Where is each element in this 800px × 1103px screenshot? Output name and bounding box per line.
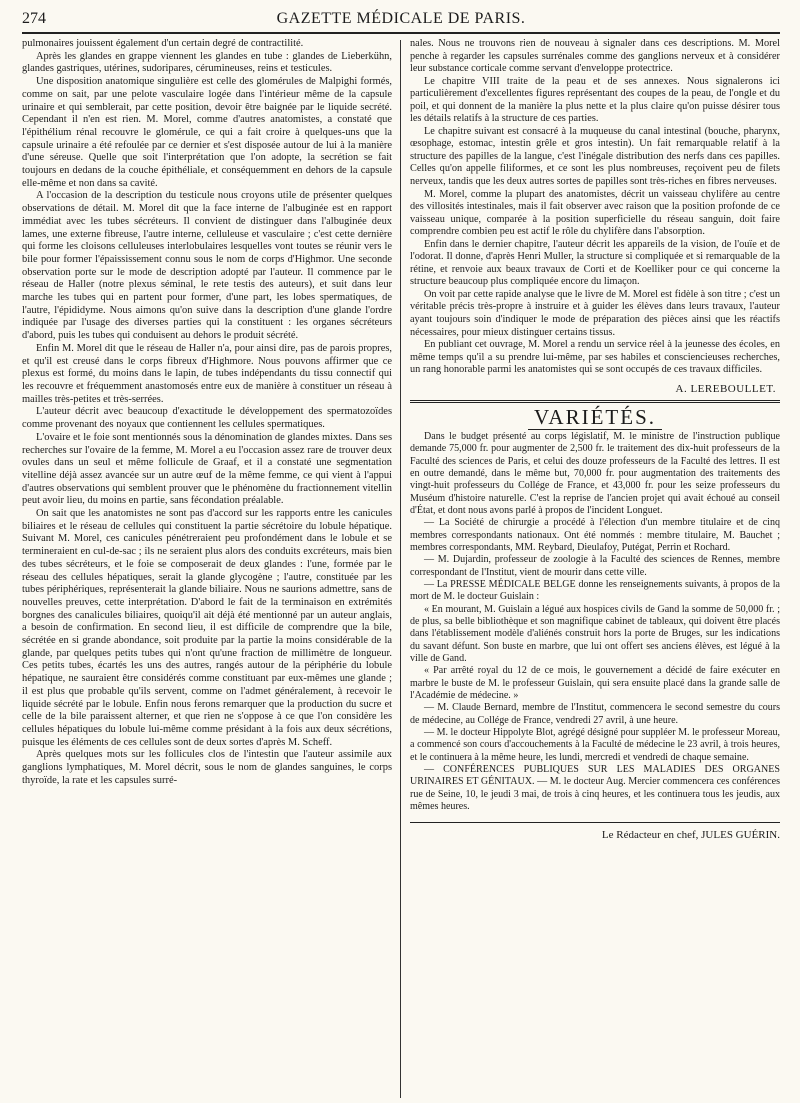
paragraph: Enfin M. Morel dit que le réseau de Haller n'a, pour ainsi dire, pas de parois propres, et qu'il est creusé dans le corps fibreux d'Highmore. Nous pouvons affirmer que ce plexus est formé, du moins dans le lapin, de tubes indépendants du tissu connectif qui les recouvre et fréquemment anastomosés entre eux de manière à constituer un réseau à mailles très-petites et très-serrées. [22, 342, 393, 405]
news-item: — M. Claude Bernard, membre de l'Institut, commencera le second semestre du cours de médecine, au Collége de France, vendredi 27 avril, à une heure. [409, 702, 780, 726]
paragraph: Enfin dans le dernier chapitre, l'auteur décrit les appareils de la vision, de l'ouïe et de l'odorat. Il donne, d'après Henri Muller, la structure si compliquée et si remarquable de la rétine, et renvoie aux beaux travaux de Corti et de Koelliker pour ce qui concerne la structure beaucoup plus compliquée encore du limaçon. [409, 238, 780, 288]
news-items [410, 431, 780, 814]
paragraph: On sait que les anatomistes ne sont pas d'accord sur les rapports entre les canicules biliaires et le réseau de cellules qui constituent la partie sécrétoire du lobule hépatique. Suivant M. Morel, ces canicules pénétreraient peu profondément dans le lobule et se termineraient en cul-de-sac ; ils ne seraient plus alors des conduits excréteurs, mais bien des tubes sécréteurs, et le foie se composerait de deux glandes : l'une, formée par le réseau des cellules hépatiques, serait la glande glycogène ; l'autre, constituée par les tubes périphériques, représenterait la glande biliaire. Nous ne saurions admettre, sans de nouvelles preuves, cette interprétation. D'abord le fait de la terminaison en extrémités borgnes des canalicules biliaires, quoiqu'il ait déjà été mentionné par un auteur anglais, a besoin de confirmation. En second lieu, il est difficile de comprendre que la bile, sécrétée en si grande abondance, soit produite par la partie la moins considérable de la glande, par quelques petits tubes qui n'ont qu'une fraction de millimètre de longueur. Ces petits tubes, écartés les uns des autres, rangés autour de la périphérie du lobule hépatique, ne sauraient être considérés comme constituant par eux-mêmes une glande ; il est plus que probable qu'ils servent, comme on l'admet généralement, à recevoir le liquide sécrété par le lobule. Enfin nous ferons remarquer que la production du sucre et celle de la bile paraissent alterner, et que rien ne s'oppose à ce que l'on considère les cellules hépatiques du lobule lui-même comme présidant à la fois aux deux sécrétions, puisque les éléments de ces cellules sont de deux sortes d'après M. Scheff. [22, 508, 393, 748]
news-item: Dans le budget présenté au corps législatif, M. le ministre de l'instruction publique demande 75,000 fr. pour augmenter de 2,500 fr. le traitement des dix-huit professeurs de la Faculté des sciences de Paris, et celui des douze professeurs de la Faculté des lettres. Il est en outre demandé, dans le même but, 70,000 fr. pour augmentation des traitements des vingt-huit professeurs du Collége de France, et 43,000 fr. pour les seize professeurs du Muséum d'histoire naturelle. C'est la reprise de l'ancien projet qui avait échoué au conseil d'État, et dont nous avons parlé à propos de l'incident Longuet. [409, 430, 780, 516]
news-item: — CONFÉRENCES PUBLIQUES SUR LES MALADIES DES ORGANES URINAIRES ET GÉNITAUX. — M. le docteur Aug. Mercier commencera ces conférences rue de Seine, 10, le jeudi 3 mai, de trois à cinq heures, et les continuera tous les jeudis, aux mêmes heures. [409, 764, 780, 813]
paragraph: Le chapitre VIII traite de la peau et de ses annexes. Nous signalerons ici particulièrement d'excellentes figures représentant des coupes de la peau, de l'ongle et du poil, et qui donnent de la manière la plus nette et la plus claire qu'on puisse désirer tous les détails relatifs à la structure de ces parties. [409, 75, 780, 125]
running-head [22, 10, 780, 34]
news-item: — M. le docteur Hippolyte Blot, agrégé désigné pour suppléer M. le professeur Moreau, a commencé son cours d'accouchements à la Faculté de médecine le 23 avril, à trois heures, et le continuera à la même heure, les lundi, mercredi et vendredi de chaque semaine. [409, 727, 780, 763]
paragraph: Après les glandes en grappe viennent les glandes en tube : glandes de Lieberkühn, glandes gastriques, utérines, sudoripares, cérumineuses, reins et testicules. [22, 50, 393, 75]
editor-line: Le Rédacteur en chef, JULES GUÉRIN. [410, 822, 780, 842]
section-divider [410, 400, 780, 403]
news-item: « En mourant, M. Guislain a légué aux hospices civils de Gand la somme de 50,000 fr. ; de plus, sa belle bibliothèque et son magnifique cabinet de tableaux, qui doivent être placés dans l'établissement modèle d'aliénés construit hors la porte de Bruges, sur les indications du savant défunt. Son buste en marbre, que lui ont offert ses anciens élèves, est légué à la ville de Gand. [409, 603, 780, 665]
paragraph: Le chapitre suivant est consacré à la muqueuse du canal intestinal (bouche, pharynx, œsophage, estomac, intestin grêle et gros intestin). Un fait remarquable relatif à la structure des papilles de la langue, c'est l'inégale distribution des nerfs dans ces papilles. Celles qu'on appelle filiformes, et ce sont les plus nombreuses, reçoivent peu de filets nerveux, tandis que les deux autres sortes de papilles sont très-riches en fibres nerveuses. [409, 125, 780, 188]
news-item: — La PRESSE MÉDICALE BELGE donne les renseignements suivants, à propos de la mort de M. le docteur Guislain : [409, 578, 780, 603]
paragraph: L'auteur décrit avec beaucoup d'exactitude le développement des spermatozoïdes comme provenant des noyaux que contiennent les cellules spermatiques. [22, 406, 393, 431]
right-column [401, 38, 780, 1096]
news-item: — La Société de chirurgie a procédé à l'élection d'un membre titulaire et de cinq membres correspondants nationaux. Ont été nommés : membre titulaire, M. Bauchet ; membres correspondants, MM. Reybard, Dieulafoy, Putégat, Perrin et Rochard. [409, 517, 780, 553]
left-column [22, 38, 400, 1096]
paragraph: Après quelques mots sur les follicules clos de l'intestin que l'auteur assimile aux ganglions lymphatiques, M. Morel décrit, sous le nom de glandes sanguines, le corps thyroïde, la rate et les capsules surré- [22, 749, 393, 786]
section-title [410, 405, 780, 430]
paragraph: En publiant cet ouvrage, M. Morel a rendu un service réel à la jeunesse des écoles, en même temps qu'il a su prendre lui-même, par ses habiles et consciencieuses recherches, un rang honorable parmi les anatomistes qui se sont occupés de ces travaux difficiles. [409, 339, 780, 376]
paragraph: On voit par cette rapide analyse que le livre de M. Morel est fidèle à son titre ; c'est un véritable précis très-propre à instruire et à guider les élèves dans leurs travaux, l'auteur ayant toujours soin d'indiquer le mode de préparation des pièces ainsi que les réactifs nécessaires, pour mieux distinguer certains tissus. [409, 288, 780, 338]
news-item: « Par arrêté royal du 12 de ce mois, le gouvernement a décidé de faire exécuter en marbre le buste de M. le professeur Guislain, qui sera ensuite placé dans la grande salle de l'Académie de médecine. » [409, 665, 780, 702]
paragraph: A l'occasion de la description du testicule nous croyons utile de présenter quelques observations de détail. M. Morel dit que la face interne de l'albuginée est en rapport immédiat avec les tubes sécréteurs. Il convient de distinguer dans l'albuginée deux lames, une externe fibreuse, l'autre interne, celluleuse et vasculaire ; c'est cette dernière qui forme les cloisons celluleuses interlobulaires lesquelles vont toutes se réunir vers le bile pour former l'épaississement connu sous le nom de corps d'Highmor. Une seconde observation porte sur le mode de description adopté par l'auteur. Il commence par le réseau de Haller (notre plexus séminal, le rete testis des auteurs), et suit dans leur marche les tubes qui en partent pour former, d'une part, les lobes spermatiques, de l'autre, l'épididyme. Nous aimons qu'on suive dans la description d'une glande l'ordre indiquée par l'usage des diverses parties qui la constituent : les organes sécréteurs d'abord, puis les tubes qui conduisent au dehors le produit sécrété. [22, 190, 393, 342]
paragraph: Une disposition anatomique singulière est celle des glomérules de Malpighi formés, comme on sait, par une pelote vasculaire logée dans l'intérieur même de la capsule urinaire et qui semblerait, par cette position, devoir être baignée par le liquide secrété. Cependant il n'en est rien. M. Morel, comme d'autres anatomistes, a constaté que l'épithélium rénal recouvre le glomérule, ce qui a fait croire à quelques-uns que la capsule urinaire a été refoulée par ce dernier et s'est disposée autour de lui à la manière d'une séreuse. Quelle que soit l'interprétation que l'on adopte, la secrétion se fait toujours en dedans de la couche épithéliale, et conséquemment en dehors de la capsule elle-même et non dans sa cavité. [22, 76, 393, 189]
columns [22, 38, 780, 1098]
section-title-text: VARIÉTÉS. [528, 405, 662, 430]
news-item: — M. Dujardin, professeur de zoologie à la Faculté des sciences de Rennes, membre correspondant de l'Institut, vient de mourir dans cette ville. [409, 554, 780, 578]
paragraph: nales. Nous ne trouvons rien de nouveau à signaler dans ces descriptions. M. Morel penche à regarder les capsules surrénales comme des ganglions nerveux et à considérer leur substance corticale comme servant d'enveloppe protectrice. [409, 38, 780, 75]
paragraph: L'ovaire et le foie sont mentionnés sous la dénomination de glandes mixtes. Dans ses recherches sur l'ovaire de la femme, M. Morel a eu l'occasion assez rare de trouver deux ovules dans un seul et même follicule de Graaf, et il a constaté une segmentation vitelline déjà assez avancée sur un autre œuf de la même femme, ce qui vient à l'appui d'autres observations qui semblent prouver que le phénomène du fractionnement vitellin peut avoir lieu, du moins en partie, sans fécondation préalable. [22, 431, 393, 507]
author-signature: A. LEREBOULLET. [675, 382, 776, 395]
page-number: 274 [22, 10, 46, 27]
paragraph: M. Morel, comme la plupart des anatomistes, décrit un vaisseau chylifère au centre des villosités intestinales, mais il fait observer avec raison que la position profonde de ce vaisseau unique, comparée à la position superficielle du réseau sanguin, doit faire comprendre combien peu est actif le rôle du chylifère dans l'absorption. [409, 188, 780, 238]
journal-title: GAZETTE MÉDICALE DE PARIS. [276, 10, 526, 27]
paragraph: pulmonaires jouissent également d'un certain degré de contractilité. [22, 38, 304, 49]
